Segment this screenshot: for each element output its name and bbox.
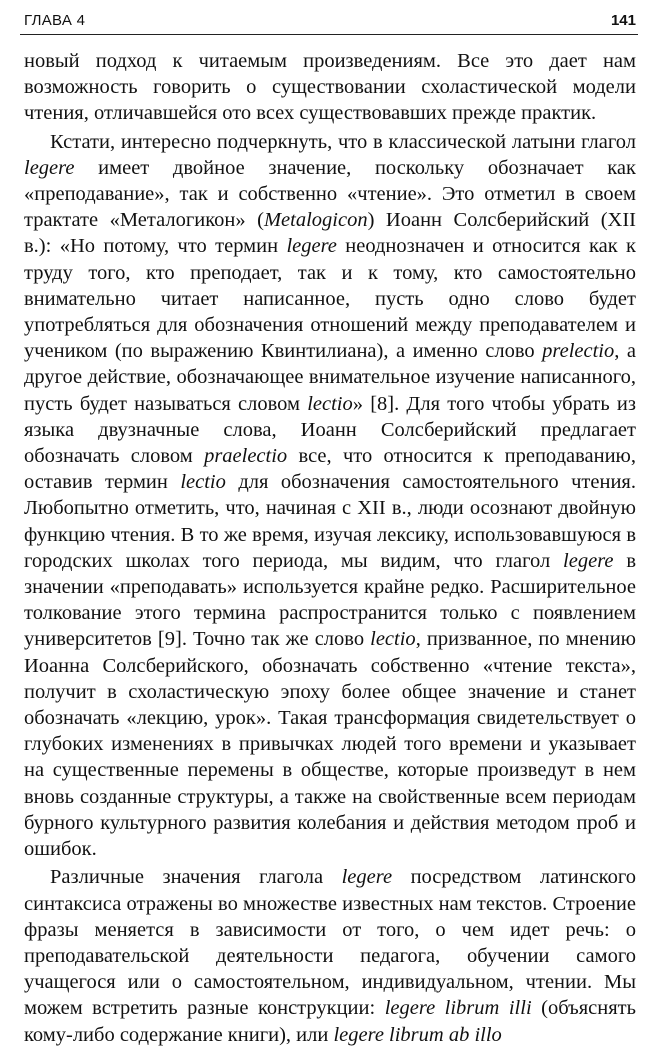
paragraph: [24, 129, 636, 863]
text-run: посредством латинского синтаксиса отражены во множестве известных нам текстов. Строение фразы меняется в зависимости от того, о чем идет речь: о преподавательской деятельности педагога, обучении самого учащегося или о самостоятельном, индивидуальном, чтении. Мы можем встретить разные конструкции:: [24, 866, 636, 1020]
page-number: 141: [610, 12, 636, 29]
text-run: (объяснять кому-либо содержание книги), или: [24, 997, 636, 1046]
italic-term: lectio: [180, 471, 226, 494]
italic-term: legere librum ab illo: [333, 1023, 502, 1046]
running-header: [20, 8, 638, 35]
italic-term: lectio: [370, 628, 416, 651]
text-run: имеет двойное значение, поскольку обозначает как «преподавание», так и собственно «чтение». Это отметил в своем трактате «Металогикон» (: [24, 156, 636, 232]
text-run: , призванное, по мнению Иоанна Солсберийского, обозначать собственно «чтение текста», получит в схоластическую эпоху более общее значение и станет обозначать «лекцию, урок». Такая трансформация свидетельствует о глубоких изменениях в привычках людей того времени и указывает на существенные перемены в обществе, которые произведут в нем вновь созданные структуры, а также на свойственные всем периодам бурного культурного развития колебания и действия методом проб и ошибок.: [24, 628, 636, 861]
italic-term: legere: [563, 549, 614, 572]
italic-term: legere: [24, 156, 75, 179]
paragraph: [24, 864, 636, 1047]
italic-term: legere librum illi: [384, 997, 532, 1020]
text-run: неоднозначен и относится как к труду того, кто преподает, так и к тому, кто самостоятельно внимательно читает написанное, пусть одно слово будет употребляться для обозначения отношений между преподавателем и учеником (по выражению Квинтилиана), а именно слово: [24, 235, 636, 363]
text-run: Кстати, интересно подчеркнуть, что в классической латыни глагол: [50, 130, 636, 153]
text-run: все, что относится к преподаванию, оставив термин: [24, 445, 636, 494]
paragraph: [24, 48, 636, 127]
italic-term: legere: [341, 866, 393, 889]
italic-term: praelectio: [204, 445, 288, 468]
text-run: новый подход к читаемым произведениям. Все это дает нам возможность говорить о существовании схоластической модели чтения, отличавшейся ото всех существовавших прежде практик.: [24, 50, 636, 125]
chapter-label: ГЛАВА 4: [24, 12, 86, 29]
text-run: в значении «преподавать» используется крайне редко. Расширительное толкование этого термина распространится только с появлением университетов [9]. Точно так же слово: [24, 549, 636, 651]
text-run: для обозначения самостоятельного чтения. Любопытно отметить, что, начиная с XII в., люди осознают двойную функцию чтения. В то же время, изучая лексику, использовавшуюся в городских школах того периода, мы видим, что глагол: [24, 471, 636, 572]
text-run: , а другое действие, обозначающее внимательное изучение написанного, пусть будет называться словом: [24, 340, 636, 415]
italic-term: legere: [286, 235, 337, 258]
italic-term: Metalogicon: [263, 209, 368, 232]
italic-term: prelectio: [542, 340, 615, 363]
text-run: Различные значения глагола: [50, 866, 342, 889]
italic-term: lectio: [307, 392, 353, 415]
body-text: [24, 48, 636, 1048]
text-run: » [8]. Для того чтобы убрать из языка двузначные слова, Иоанн Солсберийский предлагает обозначать словом: [24, 392, 636, 468]
text-run: ) Иоанн Солсберийский (XII в.): «Но потому, что термин: [24, 209, 637, 258]
